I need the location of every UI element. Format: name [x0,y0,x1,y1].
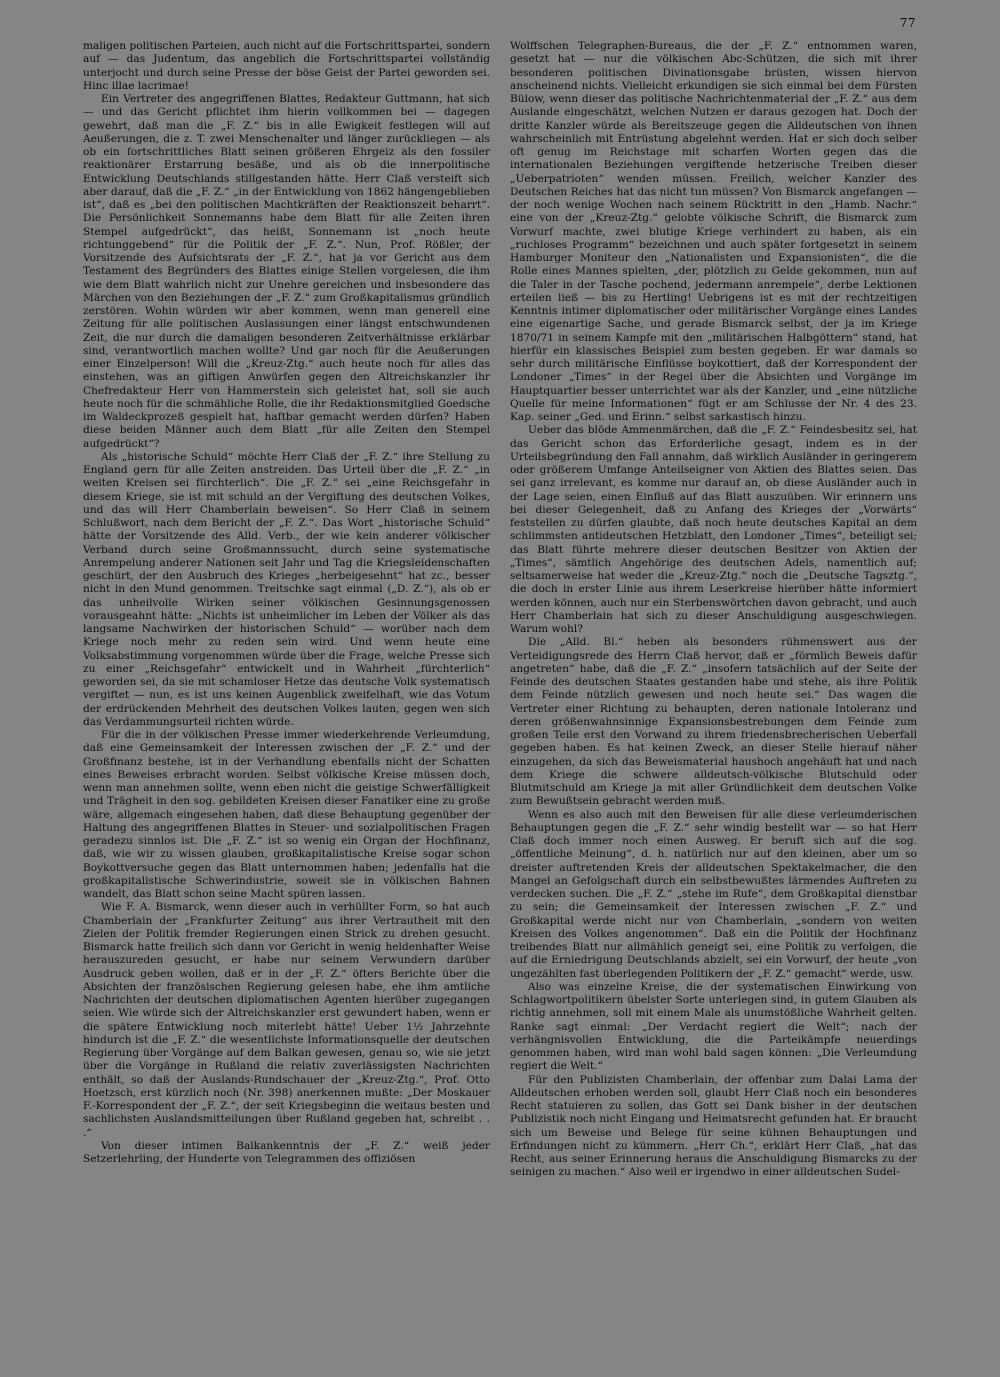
left-column [83,40,490,1370]
paragraph: Für die in der völkischen Presse immer wiederkehrende Verleumdung, daß eine Gemeinsamkeit der Interessen zwischen der „F. Z.“ und der Großfinanz bestehe, ist in der Verhandlung ebenfalls nicht der Schatten eines Beweises erbracht worden. Selbst völkische Kreise müssen doch, wenn man annehmen sollte, wenn eben nicht die geistige Schwerfälligkeit und Trägheit in den sog. gebildeten Kreisen dieser Fanatiker eine zu große wäre, allgemach eingesehen haben, daß diese Behauptung gegenüber der Haltung des angegriffenen Blattes in Steuer- und sozialpolitischen Fragen geradezu sinnlos ist. Die „F. Z.“ ist so wenig ein Organ der Hochfinanz, daß, wie wir zu wissen glauben, großkapitalistische Kreise sogar schon Boykottversuche gegen das Blatt unternommen haben; jedenfalls hat die großkapitalistische Schwerindustrie, soweit sie in völkischen Bahnen wandelt, das Blatt schon seine Macht spüren lassen. [83,729,490,900]
paragraph: Ein Vertreter des angegriffenen Blattes, Redakteur Guttmann, hat sich — und das Gericht pflichtet ihm hierin vollkommen bei — dagegen gewehrt, daß man die „F. Z.“ bis in alle Ewigkeit festlegen will auf Aeußerungen, die z. T. zwei Menschenalter und länger zurückliegen — als ob ein fortschrittliches Blatt seinen größeren Ehrgeiz als den fossiler reaktionärer Erstarrung besäße, und als ob die innerpolitische Entwicklung Deutschlands stillgestanden hätte. Herr Claß versteift sich aber darauf, daß die „F. Z.“ „in der Entwicklung von 1862 hängengeblieben ist“, daß es „bei den politischen Machtkräften der Reaktionszeit beharrt“. Die Persönlichkeit Sonnemanns habe dem Blatt für alle Zeiten ihren Stempel aufgedrückt“, das heißt, Sonnemann ist „noch heute richtunggebend“ für die Politik der „F. Z.“. Nun, Prof. Rößler, der Vorsitzende des Aufsichtsrats der „F. Z.“, hat ja vor Gericht aus dem Testament des Begründers des Blattes einige Stellen vorgelesen, die ihm wie dem Blatt wahrlich nicht zur Unehre gereichen und insbesondere das Märchen von den Beziehungen der „F. Z.“ zum Großkapitalismus gründlich zerstören. Wohin würden wir aber kommen, wenn man generell eine Zeitung für alle politischen Auslassungen einer längst entschwundenen Zeit, die nur durch die damaligen besonderen Zeitverhältnisse erklärbar sind, verantwortlich machen wollte? Und gar noch für die Aeußerungen einer Einzelperson! Will die „Kreuz-Ztg.“ auch heute noch für alles das einstehen, was an giftigen Anwürfen gegen den Altreichskanzler ihr Chefredakteur Herr von Hammerstein sich geleistet hat, soll sie auch heute noch für die schmähliche Rolle, die ihr Redaktionsmitglied Goedsche im Waldeckprozeß gespielt hat, haftbar gemacht werden dürfen? Haben diese beiden Männer auch dem Blatt „für alle Zeiten den Stempel aufgedrückt“? [83,93,490,450]
paragraph: Wolffschen Telegraphen-Bureaus, die der „F. Z.“ entnommen waren, gesetzt hat — nur die völkischen Abc-Schützen, die sich mit ihrer besonderen politischen Divinationsgabe brüsten, wissen hiervon anscheinend nichts. Vielleicht erkundigen sie sich einmal bei dem Fürsten Bülow, wenn dieser das politische Nachrichtenmaterial der „F. Z.“ aus dem Auslande eingeschätzt, welchen Nutzen er daraus gezogen hat. Doch der dritte Kanzler würde als Bereitszeuge gegen die Alldeutschen von ihnen wahrscheinlich mit Entrüstung abgelehnt werden. Hat er sich doch selber oft genug im Reichstage mit scharfen Worten gegen das die internationalen Beziehungen vergiftende hetzerische Treiben dieser „Ueberpatrioten“ wenden müssen. Freilich, welcher Kanzler des Deutschen Reiches hat das nicht tun müssen? Von Bismarck angefangen — der noch wenige Wochen nach seinem Rücktritt in den „Hamb. Nachr.“ eine von der „Kreuz-Ztg.“ gelobte völkische Schrift, die Bismarck zum Vorwurf machte, zwei blutige Kriege verhindert zu haben, als ein „ruchloses Programm“ bezeichnen und auch später fortgesetzt in seinem Hamburger Moniteur den „Nationalisten und Expansionisten“, die die Rolle eines Mannes spielten, „der, plötzlich zu Gelde gekommen, nun auf die Taler in der Tasche pochend, jedermann anrempele“, derbe Lektionen erteilen ließ — bis zu Hertling! Uebrigens ist es mit der rechtzeitigen Kenntnis intimer diplomatischer oder militärischer Vorgänge eines Landes eine eigenartige Sache, und gerade Bismarck selbst, der ja im Kriege 1870/71 in seinem Kampfe mit den „militärischen Halbgöttern“ stand, hat hierfür ein klassisches Beispiel zum besten gegeben. Er war damals so sehr durch militärische Einflüsse boykottiert, daß der Korrespondent der Londoner „Times“ in der Regel über die Absichten und Vorgänge im Hauptquartier besser unterrichtet war als der Kanzler, und „eine nützliche Quelle für meine Informationen“ fügt er am Schlusse der Nr. 4 des 23. Kap. seiner „Ged. und Erinn.“ selbst sarkastisch hinzu. [510,40,917,423]
paragraph: Von dieser intimen Balkankenntnis der „F. Z.“ weiß jeder Setzerlehrling, der Hunderte von Telegrammen des offiziösen [83,1139,490,1165]
paragraph: maligen politischen Parteien, auch nicht auf die Fortschrittspartei, sondern auf — das Judentum, das angeblich die Fortschrittspartei vollständig unterjocht und durch seine Presse der böse Geist der Partei geworden sei. Hinc illae lacrimae! [83,40,490,92]
paragraph: Die „Alld. Bl.“ heben als besonders rühmenswert aus der Verteidigungsrede des Herrn Claß hervor, daß er „förmlich Beweis dafür angetreten“ habe, daß die „F. Z.“ „insofern tatsächlich auf der Seite der Feinde des deutschen Staates gestanden habe und stehe, als ihre Politik dem Feinde nützlich gewesen und noch heute sei.“ Das wagen die Vertreter einer Richtung zu behaupten, deren nationale Intoleranz und deren größenwahnsinnige Expansionsbestrebungen dem Feinde zum großen Teile erst den Vorwand zu ihrem friedensbrecherischen Ueberfall gegeben haben. Es hat keinen Zweck, an dieser Stelle hierauf näher einzugehen, da sich das Beweismaterial haushoch angehäuft hat und nach dem Kriege die schwere alldeutsch-völkische Blutschuld oder Blutmitschuld am Kriege ja mit aller Gründlichkeit dem deutschen Volke zum Bewußtsein gebracht werden muß. [510,636,917,808]
paragraph: Ueber das blöde Ammenmärchen, daß die „F. Z.“ Feindesbesitz sei, hat das Gericht schon das Erforderliche gesagt, indem es in der Urteilsbegründung den Fall annahm, daß wirklich Ausländer in geringerem oder größerem Umfange Anteilseigner von Aktien des Blattes seien. Das sei ganz irrelevant, es komme nur darauf an, ob diese Ausländer auch in der Lage seien, einen Einfluß auf das Blatt auszuüben. Wir erinnern uns bei dieser Gelegenheit, daß zu Anfang des Krieges der „Vorwärts“ feststellen zu dürfen glaubte, daß noch heute deutsches Kapital an dem schlimmsten antideutschen Hetzblatt, den Londoner „Times“, beteiligt sei; das Blatt führte mehrere dieser deutschen Besitzer von Aktien der „Times“, sämtlich Angehörige des deutschen Adels, namentlich auf; seltsamerweise hat weder die „Kreuz-Ztg.“ noch die „Deutsche Tagsztg.“, die doch in erster Linie aus ihrem Leserkreise hierüber hätte informiert werden können, auch nur ein Sterbenswörtchen davon gebracht, und auch Herr Chamberlain hat sich zu dieser Anschuldigung ausgeschwiegen. Warum wohl? [510,424,917,635]
paragraph: Für den Publizisten Chamberlain, der offenbar zum Dalai Lama der Alldeutschen erhoben werden soll, glaubt Herr Claß noch ein besonderes Recht statuieren zu sollen, das Gott sei Dank bisher in der deutschen Publizistik noch nicht Eingang und Heimatsrecht gefunden hat. Er braucht sich um Beweise und Belege für seine kühnen Behauptungen und Erfindungen nicht zu kümmern. „Herr Ch.“, erklärt Herr Claß, „hat das Recht, aus seiner Erinnerung heraus die Anschuldigung Bismarcks zu der seinigen zu machen.“ Also weil er irgendwo in einer alldeutschen Sudel- [510,1073,917,1179]
paragraph: Als „historische Schuld“ möchte Herr Claß der „F. Z.“ ihre Stellung zu England gern für alle Zeiten anstreiden. Das Urteil über die „F. Z.“ „in weiten Kreisen sei fürchterlich“. Die „F. Z.“ sei „eine Reichsgefahr in diesem Kriege, sie ist mit schuld an der Vergiftung des deutschen Volkes, und das will Herr Chamberlain beweisen“. So Herr Claß in seinem Schlußwort, nach dem Bericht der „F. Z.“. Das Wort „historische Schuld“ hätte der Vorsitzende des Alld. Verb., der wie kein anderer völkischer Verband durch seine Großmannssucht, durch seine systematische Anrempelung anderer Nationen seit Jahr und Tag die Kriegsleidenschaften geschürt, der den Ausbruch des Krieges „herbeigesehnt“ hat zc., besser nicht in den Mund genommen. Treitschke sagt einmal („D. Z.“), als ob er das unheilvolle Wirken seiner völkischen Gesinnungsgenossen vorausgeahnt hätte: „Nichts ist unheimlicher im Leben der Völker als das langsame Nachwirken der historischen Schuld“ — worüber nach dem Kriege noch mehr zu reden sein wird. Und wenn heute eine Volksabstimmung vorgenommen würde über die Frage, welche Presse sich zu einer „Reichsgefahr“ entwickelt und in Wahrheit „fürchterlich“ geworden sei, da sie mit schamloser Hetze das deutsche Volk systematisch vergiftet — nun, es ist uns keinen Augenblick zweifelhaft, wie das Votum der erdrückenden Mehrheit des deutschen Volkes lauten, gegen wen sich das Verdammungsurteil richten würde. [83,450,490,728]
paragraph: Wie F. A. Bismarck, wenn dieser auch in verhüllter Form, so hat auch Chamberlain der „Frankfurter Zeitung“ aus ihrer Vertrautheit mit den Zielen der Politik fremder Regierungen einen Strick zu drehen gesucht. Bismarck hatte freilich sich dann vor Gericht in wenig heldenhafter Weise herauszureden gesucht, er habe nur seinem Verwundern darüber Ausdruck geben wollen, daß er in der „F. Z.“ öfters Berichte über die Absichten der französischen Regierung gelesen habe, ehe ihm amtliche Nachrichten der deutschen diplomatischen Agenten hierüber zugegangen seien. Wie würde sich der Altreichskanzler erst gewundert haben, wenn er die spätere Entwicklung noch miterlebt hätte! Ueber 1½ Jahrzehnte hindurch ist die „F. Z.“ die wesentlichste Informationsquelle der deutschen Regierung über Vorgänge auf dem Balkan gewesen, genau so, wie sie jetzt über die Vorgänge in Rußland die relativ zuverlässigsten Nachrichten enthält, so daß der Auslands-Rundschauer der „Kreuz-Ztg.“, Prof. Otto Hoetzsch, erst kürzlich noch (Nr. 398) anerkennen mußte: „Der Moskauer F.-Korrespondent der „F. Z.“, der seit Kriegsbeginn die weitaus besten und sachlichsten Auslandsmitteilungen über Rußland gegeben hat, schreibt . . .“ [83,901,490,1139]
paragraph: Wenn es also auch mit den Beweisen für alle diese verleumderischen Behauptungen gegen die „F. Z.“ sehr windig bestellt war — so hat Herr Claß doch immer noch einen Ausweg. Er beruft sich auf die sog. „öffentliche Meinung“, d. h. natürlich nur auf den kleinen, aber um so dreister auftretenden Kreis der alldeutschen Spektakelmacher, die den Mangel an Gefolgschaft durch ein selbstbewußtes lärmendes Auftreten zu verdecken suchen. Die „F. Z.“ „stehe im Rufe“, dem Großkapital dienstbar zu sein; die Gemeinsamkeit der Interessen zwischen „F. Z.“ und Großkapital werde nicht nur von Chamberlain, „sondern von weiten Kreisen des Volkes angenommen“. Daß ein die Politik der Hochfinanz treibendes Blatt nur allmählich geneigt sei, eine Politik zu verfolgen, die auf die Erniedrigung Deutschlands abzielt, sei ein Vorwurf, der heute „von ungezählten fast überlegenden Politikern der „F. Z.“ gemacht“ werde, usw. [510,808,917,980]
paragraph: Also was einzelne Kreise, die der systematischen Einwirkung von Schlagwortpolitikern übelster Sorte unterlegen sind, in gutem Glauben als richtig annehmen, soll mit einem Male als unumstößliche Wahrheit gelten. Ranke sagt einmal: „Der Verdacht regiert die Welt“; nach der verhängnisvollen Entwicklung, die die Parteikämpfe neuerdings genommen haben, wird man wohl bald sagen können: „Die Verleumdung regiert die Welt.“ [510,980,917,1073]
right-column [510,40,917,1370]
page-number: 77 [899,16,916,30]
